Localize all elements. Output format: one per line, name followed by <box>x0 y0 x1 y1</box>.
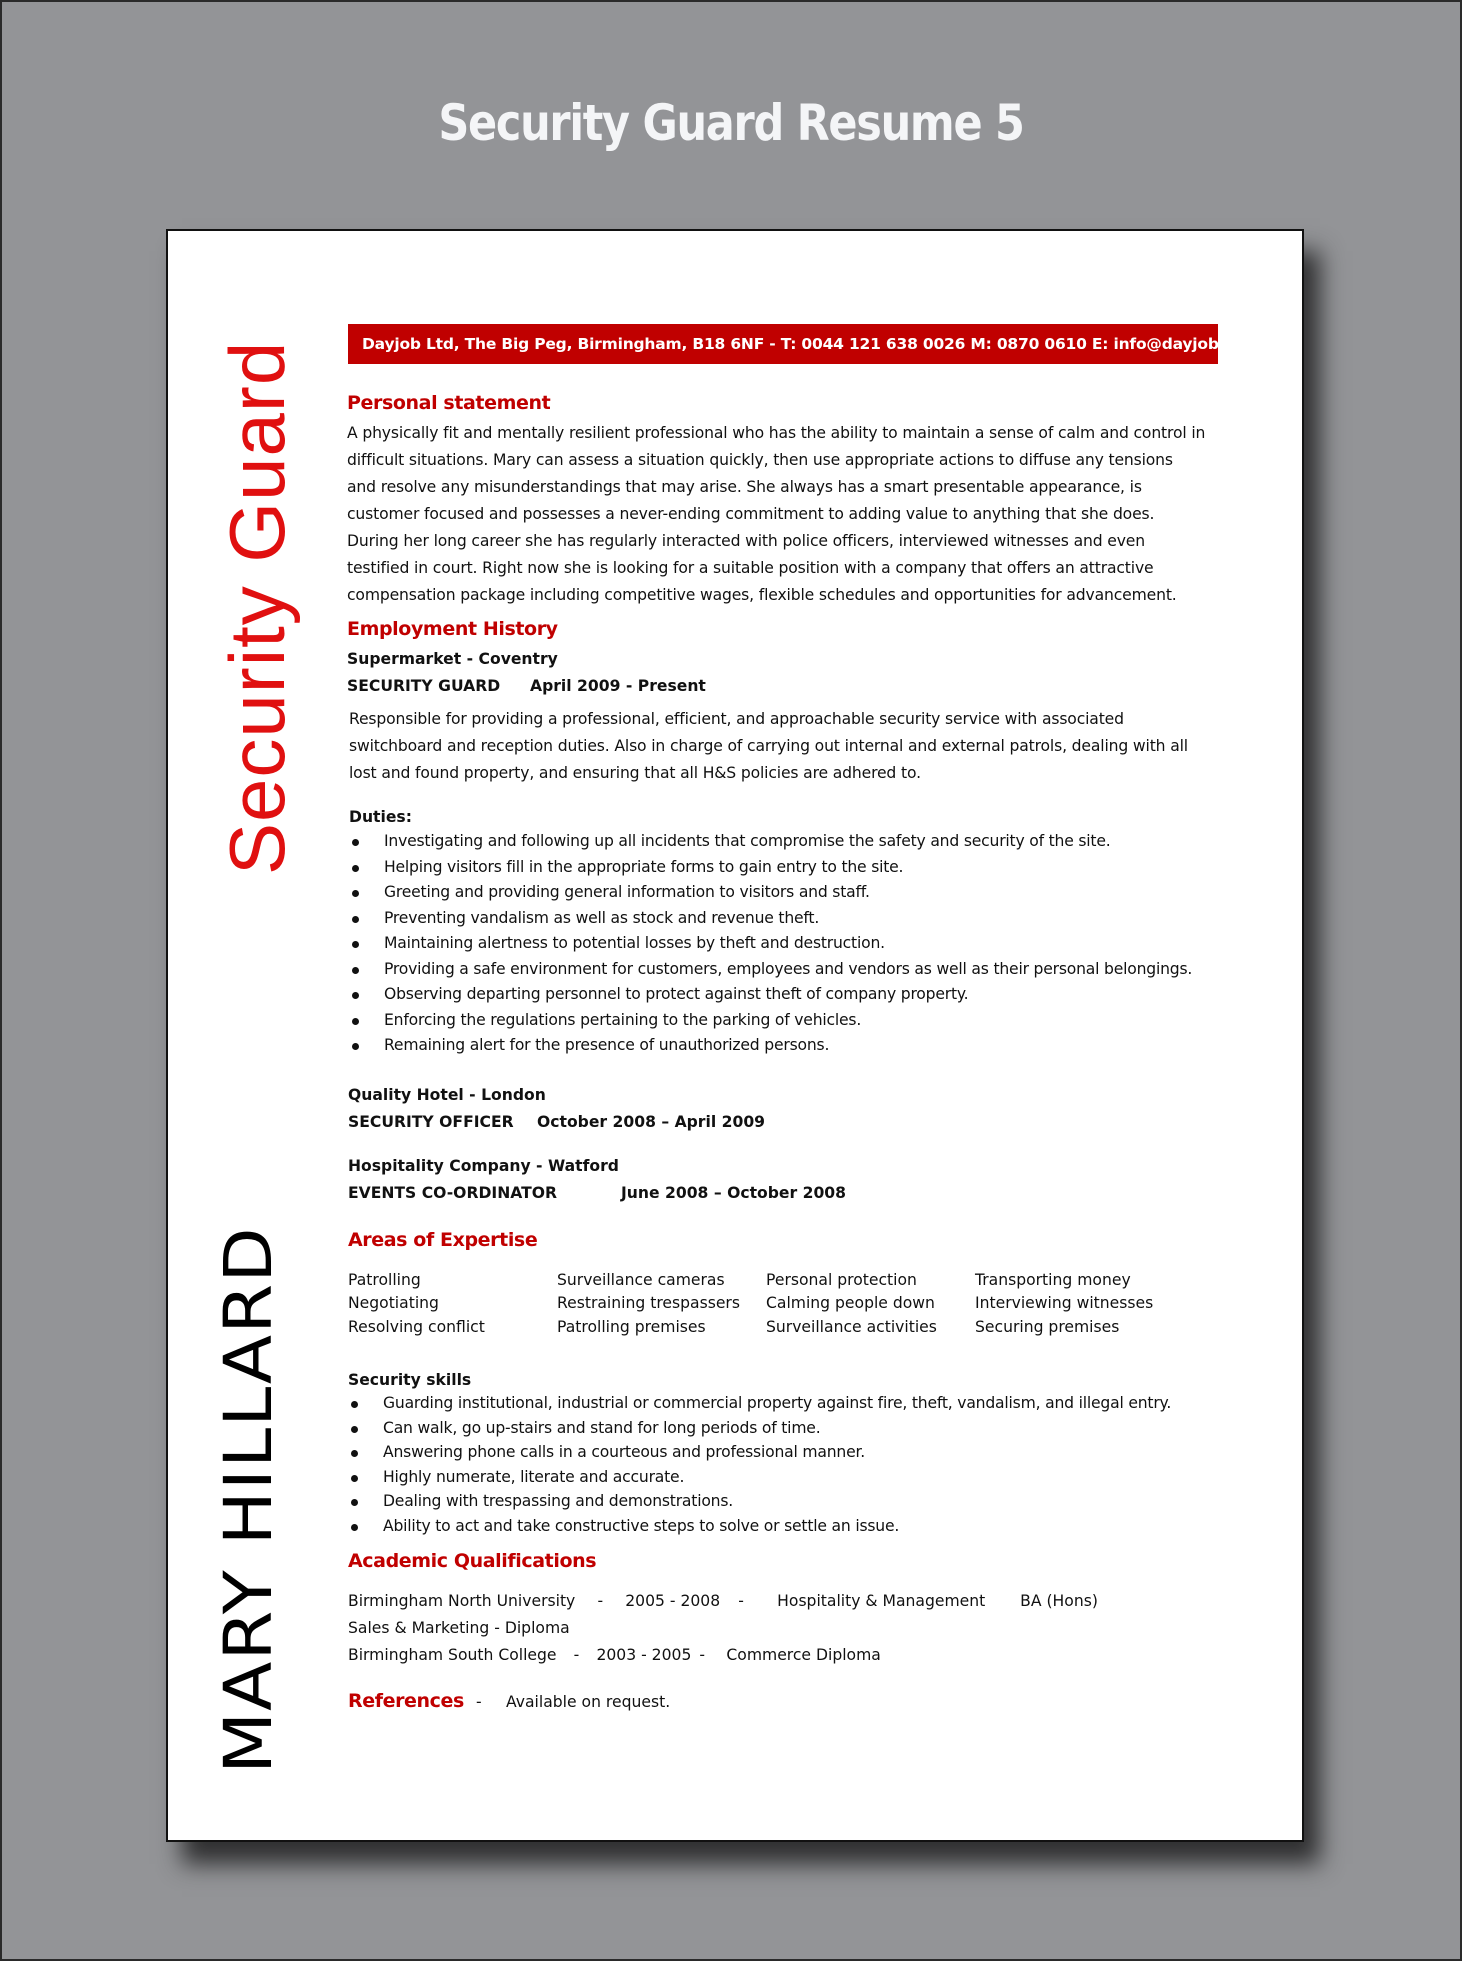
separator: - <box>699 1646 706 1664</box>
references-row <box>348 1689 1218 1714</box>
separator: - <box>738 1592 744 1610</box>
job-entry <box>347 646 1218 1059</box>
expertise-grid <box>348 1269 1218 1340</box>
bullet-icon <box>351 1401 358 1408</box>
bullet-icon <box>351 1499 358 1506</box>
academic-entry <box>348 1588 1218 1615</box>
job-title-row <box>347 673 1218 700</box>
job-summary-line: switchboard and reception duties. Also in charge of carrying out internal and external patrols, dealing with all <box>349 737 1188 755</box>
expertise-item: Patrolling premises <box>557 1317 706 1336</box>
academic-entry <box>348 1642 1218 1669</box>
expertise-item: Restraining trespassers <box>557 1294 740 1312</box>
bullet-icon <box>352 941 359 948</box>
areas-of-expertise-heading: Areas of Expertise <box>348 1228 538 1251</box>
expertise-item: Resolving conflict <box>348 1317 485 1336</box>
job-dates: June 2008 – October 2008 <box>621 1183 846 1202</box>
statement-line: During her long career she has regularly interacted with police officers, interviewed witnesses and even <box>347 532 1145 550</box>
years: 2003 - 2005 <box>596 1646 692 1664</box>
personal-statement-heading: Personal statement <box>347 392 551 414</box>
course: Hospitality & Management <box>777 1592 986 1610</box>
bullet-icon <box>352 890 359 897</box>
expertise-item: Negotiating <box>348 1294 439 1312</box>
skill-item: Dealing with trespassing and demonstrations. <box>348 1489 1218 1514</box>
bullet-icon <box>352 839 359 846</box>
duty-item: Helping visitors fill in the appropriate forms to gain entry to the site. <box>349 855 1218 881</box>
bullet-icon <box>352 916 359 923</box>
security-skills-heading: Security skills <box>348 1371 472 1389</box>
duty-item: Observing departing personnel to protect against theft of company property. <box>349 982 1218 1008</box>
references-text: Available on request. <box>506 1693 671 1711</box>
references-heading: References <box>348 1690 464 1712</box>
expertise-item: Calming people down <box>766 1294 935 1312</box>
academic-list <box>348 1588 1218 1669</box>
separator: - <box>476 1693 482 1711</box>
job-title-row <box>348 1109 1218 1136</box>
expertise-item: Interviewing witnesses <box>975 1294 1154 1312</box>
bullet-icon <box>352 1018 359 1025</box>
statement-line: customer focused and possesses a never-ending commitment to adding value to anything that she does. <box>347 505 1155 523</box>
job-title: SECURITY GUARD <box>347 677 501 695</box>
award: BA (Hons) <box>1020 1592 1098 1610</box>
job-employer: Quality Hotel - London <box>348 1085 546 1104</box>
bullet-icon <box>352 992 359 999</box>
years: 2005 - 2008 <box>625 1592 721 1610</box>
statement-line: A physically fit and mentally resilient professional who has the ability to maintain a sense of calm and control in <box>347 424 1206 442</box>
job-dates: April 2009 - Present <box>530 677 706 695</box>
job-title: EVENTS CO-ORDINATOR <box>348 1183 558 1202</box>
duty-item: Remaining alert for the presence of unauthorized persons. <box>349 1033 1218 1059</box>
duty-item: Greeting and providing general information to visitors and staff. <box>349 880 1218 906</box>
bullet-icon <box>351 1450 358 1457</box>
separator: - <box>597 1592 604 1610</box>
skill-item: Can walk, go up-stairs and stand for long periods of time. <box>348 1416 1218 1441</box>
institution: Birmingham North University <box>348 1592 576 1610</box>
skill-item: Ability to act and take constructive steps to solve or settle an issue. <box>348 1514 1218 1539</box>
job-employer: Hospitality Company - Watford <box>348 1156 619 1175</box>
expertise-item: Patrolling <box>348 1270 421 1289</box>
security-skills-list <box>348 1391 1218 1538</box>
resume-content <box>346 324 1260 1714</box>
academic-qualifications-heading: Academic Qualifications <box>348 1550 597 1572</box>
resume-page <box>166 229 1304 1842</box>
separator: - <box>573 1646 580 1664</box>
job-title-row <box>348 1180 1218 1207</box>
statement-line: and resolve any misunderstandings that may arise. She always has a smart presentable appearance, is <box>347 478 1142 496</box>
bullet-icon <box>352 1043 359 1050</box>
duty-item: Preventing vandalism as well as stock and revenue theft. <box>349 906 1218 932</box>
skill-item: Guarding institutional, industrial or commercial property against fire, theft, vandalism, and illegal entry. <box>348 1391 1218 1416</box>
job-summary <box>349 706 1218 787</box>
employment-history-heading: Employment History <box>347 618 558 640</box>
vertical-role-title: Security Guard <box>213 340 301 875</box>
job-employer: Supermarket - Coventry <box>347 650 558 668</box>
vertical-candidate-name: MARY HILLARD <box>209 1226 287 1774</box>
duties-list <box>349 829 1218 1059</box>
bullet-icon <box>351 1524 358 1531</box>
duty-item: Investigating and following up all incidents that compromise the safety and security of the site. <box>349 829 1218 855</box>
duties-label: Duties: <box>349 808 412 826</box>
job-dates: October 2008 – April 2009 <box>537 1112 766 1131</box>
expertise-item: Surveillance cameras <box>557 1270 725 1289</box>
contact-bar: Dayjob Ltd, The Big Peg, Birmingham, B18 6NF - T: 0044 121 638 0026 M: 0870 0610 E: info@dayjob.com <box>348 324 1218 364</box>
job-entry <box>348 1082 1218 1136</box>
duty-item: Maintaining alertness to potential losses by theft and destruction. <box>349 931 1218 957</box>
job-entry <box>348 1153 1218 1207</box>
personal-statement-text <box>347 420 1218 609</box>
academic-entry: Sales & Marketing - Diploma <box>348 1619 570 1637</box>
job-title: SECURITY OFFICER <box>348 1112 514 1131</box>
job-summary-line: Responsible for providing a professional, efficient, and approachable security service with associated <box>349 710 1124 728</box>
statement-line: compensation package including competitive wages, flexible schedules and opportunities for advancement. <box>347 586 1177 604</box>
statement-line: testified in court. Right now she is looking for a suitable position with a company that offers an attractive <box>347 559 1154 577</box>
expertise-item: Transporting money <box>975 1270 1131 1289</box>
banner-title: Security Guard Resume 5 <box>438 94 1024 152</box>
bullet-icon <box>351 1426 358 1433</box>
institution: Birmingham South College <box>348 1646 557 1664</box>
duty-item: Enforcing the regulations pertaining to the parking of vehicles. <box>349 1008 1218 1034</box>
expertise-item: Surveillance activities <box>766 1317 937 1336</box>
course: Commerce Diploma <box>726 1646 881 1664</box>
expertise-item: Securing premises <box>975 1317 1120 1336</box>
skill-item: Answering phone calls in a courteous and professional manner. <box>348 1440 1218 1465</box>
expertise-item: Personal protection <box>766 1270 917 1289</box>
job-summary-line: lost and found property, and ensuring that all H&S policies are adhered to. <box>349 764 921 782</box>
skill-item: Highly numerate, literate and accurate. <box>348 1465 1218 1490</box>
bullet-icon <box>351 1475 358 1482</box>
bullet-icon <box>352 865 359 872</box>
bullet-icon <box>352 967 359 974</box>
duty-item: Providing a safe environment for customers, employees and vendors as well as their personal belongings. <box>349 957 1218 983</box>
statement-line: difficult situations. Mary can assess a situation quickly, then use appropriate actions to diffuse any tensions <box>347 451 1173 469</box>
